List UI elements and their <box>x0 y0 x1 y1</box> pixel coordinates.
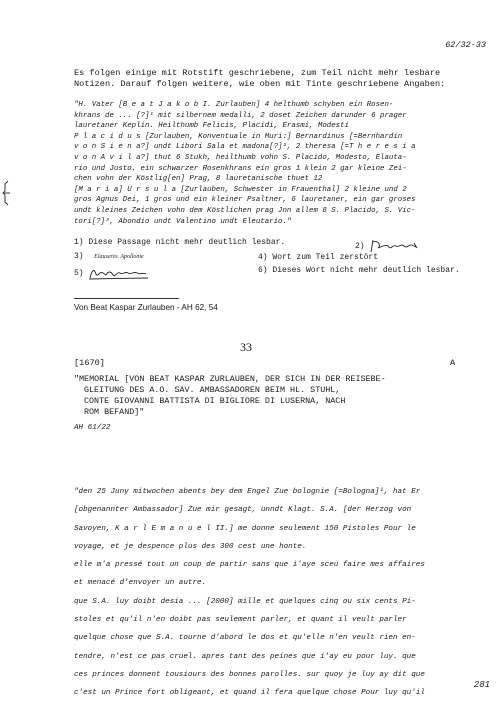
intro-paragraph: Es folgen einige mit Rotstift geschriebene, zum Teil nicht mehr lesbare Notizen. Darauf folgen weitere, wie oben mit Tinte geschriebene Angaben: <box>74 68 446 89</box>
quote-line: [M a r i a] U r s u l a [Zurlauben, Schwester in Frauenthal] 2 kleine und 2 <box>74 185 407 194</box>
quote-line: P l a c i d u s [Zurlauben, Konventuale in Muri:] Bernardinus [=Bernhardin <box>74 132 403 141</box>
letter-line: et menacé d'envoyer un autre. <box>74 579 207 588</box>
letter-line: tendre, n'est ce pas cruel. apres tant des peines que i'ay eu pour luy. que <box>74 652 416 661</box>
letter-line: stoles et qu'il n'en doibt pas seulement parler, et quant il veult parler <box>74 616 407 625</box>
handwritten-scribble-icon <box>369 238 421 254</box>
quote-line: v o n S i e n a?] undt Libori Sala et madona[?]², 2 theresa [=T h e r e s i a <box>74 143 416 152</box>
letter-line: "den 25 Juny mitwochen abents bey dem Engel Zue bolognie [=Bologna]¹, hat Er <box>74 488 421 496</box>
letter-line: c'est un Prince fort obligeant, et quand il fera quelque chose Pour luy qu'il <box>74 689 425 698</box>
handwritten-scribble-icon <box>88 266 150 280</box>
quote-line: tori[?]³, Abondio undt Valentino undt Eleutario." <box>74 217 292 226</box>
margin-bracket-icon <box>2 180 12 206</box>
letter-line: [obgenannter Ambassador] Zue mir gesagt, unndt Klagt. S.A. [der Herzog von <box>74 506 412 515</box>
quote-line: undt kleines Zeichen vohn dem Köstlichen prag Jnn allem 8 S. Placido, S. Vic- <box>74 206 416 215</box>
quote-line: rio und Justo. ein schwarzer Rosenkhrans ein gros 1 klein 2 gar kleine Zei- <box>74 164 407 173</box>
letter-line: voyage, et je despence plus des 300 cest une honte. <box>74 542 307 551</box>
footnote-2: 2) <box>355 238 421 254</box>
section-divider <box>74 298 179 299</box>
margin-bracket-mark <box>2 180 12 211</box>
letter-line: elle m'a pressé tout un coup de partir sans que i'aye sceu faire mes affaires <box>74 561 425 570</box>
quote-line: gros Agnus Dei, 1 gros und ein kleiner Psaltner, 6 lauretaner, ein gar groses <box>74 196 416 205</box>
footnote-3: 3) Elauserio. Apollonie <box>74 252 144 261</box>
quote-line: lauretaner Keplin. Heilthumb Felicis, Placidi, Erasmi, Modesti <box>74 122 349 131</box>
letter-line: ces princes donnent tousiours des bonnes parolles. sur quoy je luy ay dit que <box>74 670 425 679</box>
quote-line: "H. Vater [B e a t J a k o b I. Zurlauben] 4 helthumb schyben ein Rosen- <box>74 101 394 109</box>
title-line: ROM BEFAND]" <box>84 407 145 417</box>
letter-line: Savoyen, K a r l E m a n u e l II.] me donne seulement 150 Pistoles Pour le <box>74 524 416 533</box>
letter-line: quelque chose que S.A. tourne d'abord le dos et qu'elle n'en veult rien en- <box>74 634 416 643</box>
page-corner-mark: 281 <box>473 680 490 690</box>
quote-line: khrans de ... [?]¹ mit silbernem medalli, 2 doset Zeichen darunder 6 prager <box>74 111 407 120</box>
footnote-5: 5) <box>74 266 150 280</box>
quote-line: v o n A v i l a?] thut 6 Stukh, heilthumb vohn S. Placido, Modesto, Elauta- <box>74 153 407 162</box>
attribution-line: Von Beat Kaspar Zurlauben - AH 62, 54 <box>74 303 218 312</box>
letter-line: que S.A. luy doibt desia ... [2000] mille et quelques cinq ou six cents Pi- <box>74 597 416 606</box>
quote-line: chen vohn der Köstlig[en] Prag, 8 lauretanische thuet 12 <box>74 175 323 184</box>
document-number: 33 <box>240 340 252 354</box>
document-reference: AH 61/22 <box>74 424 111 432</box>
letter-body <box>74 483 484 703</box>
document-date: [1670] <box>74 358 105 368</box>
footnote-1: 1) Diese Passage nicht mehr deutlich lesbar. <box>74 238 286 247</box>
footnote-3-handwriting: Elauserio. Apollonie <box>94 254 144 260</box>
title-line: GLEITUNG DES A.O. SAV. AMBASSADOREN BEIM HL. STUHL, <box>84 385 341 395</box>
document-title <box>74 374 484 418</box>
footnote-4: 4) Wort zum Teil zerstört <box>258 253 379 262</box>
footnote-6: 6) Dieses Wort nicht mehr deutlich lesbar. <box>258 266 460 275</box>
document-letter: A <box>450 358 456 368</box>
quote-block <box>74 100 484 227</box>
title-line: "MEMORIAL [VON BEAT KASPAR ZURLAUBEN, DER SICH IN DER REISEBE- <box>74 374 386 384</box>
page-number: 62/32-33 <box>445 40 486 50</box>
title-line: CONTE GIOVANNI BATTISTA DI BIGLIORE DI LUSERNA, NACH <box>84 396 346 406</box>
